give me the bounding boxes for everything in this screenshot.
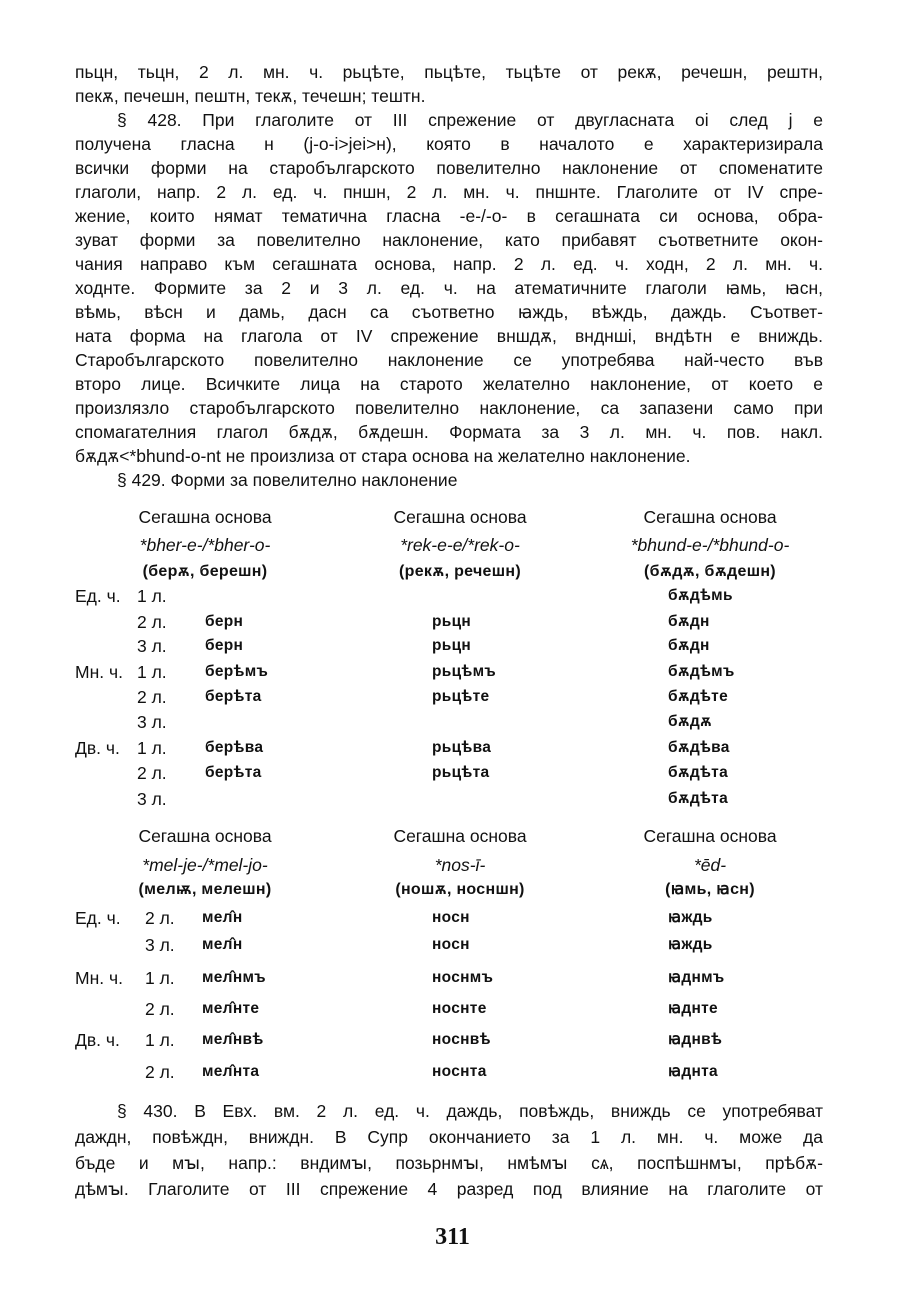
row-person-label: 3 л. — [137, 789, 167, 809]
column-header-forms: (ꙗмь, ꙗсн) — [665, 881, 755, 898]
form-col1: мел̂н — [202, 936, 243, 953]
form-col1: берѣва — [205, 739, 264, 756]
form-col1: берѣмъ — [205, 663, 269, 680]
form-col1: мел̂н — [202, 909, 243, 926]
form-col1: берѣта — [205, 688, 262, 705]
column-header-label: Сегашна основа — [138, 507, 272, 527]
form-col2: рьцѣва — [432, 739, 492, 756]
text-line: произлязло старобългарското повелително наклонение, са запазени само при — [75, 398, 823, 418]
form-col3: бѫдѣта — [668, 790, 728, 807]
text-line: бъде и мꙑ, напр.: вндимꙑ, позьрнмꙑ, нмѣмꙑ сѧ, поспѣшнмꙑ, прѣбѫ- — [75, 1153, 823, 1173]
table-row — [75, 1028, 835, 1052]
form-col1: мел̂нвѣ — [202, 1031, 264, 1048]
form-col3: бѫдѣмъ — [668, 663, 735, 680]
column-header-stem: *mel-je-/*mel-jo- — [142, 855, 268, 875]
form-col3: бѫдѣта — [668, 764, 728, 781]
column-header-forms: (берѫ, берешн) — [142, 563, 268, 580]
table-row — [75, 584, 835, 608]
text-line: зуват форми за повелително наклонение, като прибавят съответните окон- — [75, 230, 823, 250]
table-row — [75, 787, 835, 811]
form-col2: рьцн — [432, 637, 472, 654]
form-col2: рьцн — [432, 613, 472, 630]
form-col1: мел̂нта — [202, 1063, 260, 1080]
text-line: дѣмꙑ. Глаголите от III спрежение 4 разред под влияние на глаголите от — [75, 1179, 823, 1199]
text-line: пекѫ, печешн, пештн, текѫ, течешн; тештн. — [75, 86, 426, 106]
form-col3: бѫдѣмь — [668, 587, 733, 604]
text-line: даждн, повѣждн, вниждн. В Супр окончанието за 1 л. мн. ч. може да — [75, 1127, 823, 1147]
row-person-label: 1 л. — [137, 586, 167, 606]
column-header-label: Сегашна основа — [393, 507, 527, 527]
text-line: бѫдѫ<*bhund-o-nt не произлиза от стара основа на желателно наклонение. — [75, 446, 691, 466]
form-col2: рьцѣмъ — [432, 663, 496, 680]
form-col1: берѣта — [205, 764, 262, 781]
row-person-label: 2 л. — [137, 687, 167, 707]
text-line: спомагателния глагол бѫдѫ, бѫдешн. Формата за 3 л. мн. ч. пов. накл. — [75, 422, 823, 442]
form-col3: ꙗждь — [668, 909, 713, 926]
table-row — [75, 761, 835, 785]
column-header-label: Сегашна основа — [138, 826, 272, 846]
column-header-forms: (рекѫ, речешн) — [399, 563, 521, 580]
table-row — [75, 1060, 835, 1084]
row-person-label: 3 л. — [137, 712, 167, 732]
form-col3: бѫдѣва — [668, 739, 730, 756]
row-number-label: Дв. ч. — [75, 738, 120, 758]
text-line: чания направо към сегашната основа, напр. 2 л. ед. ч. ходн, 2 л. мн. ч. — [75, 254, 823, 274]
form-col1: берн — [205, 613, 244, 630]
text-line: всички форми на старобългарското повелително наклонение от споменатите — [75, 158, 823, 178]
section-heading: § 429. Форми за повелително наклонение — [117, 470, 458, 490]
row-person-label: 2 л. — [145, 1062, 175, 1082]
form-col2: носн — [432, 936, 470, 953]
row-number-label: Дв. ч. — [75, 1030, 120, 1050]
row-person-label: 3 л. — [145, 935, 175, 955]
row-number-label: Ед. ч. — [75, 586, 121, 606]
column-header-stem: *bhund-e-/*bhund-o- — [630, 535, 790, 555]
form-col3: ꙗднвѣ — [668, 1031, 723, 1048]
form-col3: бѫдн — [668, 613, 710, 630]
text-line: Старобългарското повелително наклонение се употребява най-често във — [75, 350, 823, 370]
column-header-stem: *bher-e-/*bher-o- — [139, 535, 271, 555]
text-line: § 430. В Евх. вм. 2 л. ед. ч. даждь, повѣждь, вниждь се употребяват — [117, 1101, 823, 1121]
text-line: ната форма на глагола от IV спрежение вншдѫ, внднші, вндѣтн е вниждь. — [75, 326, 823, 346]
table-row — [75, 736, 835, 760]
column-header-forms: (мелѭ, мелешн) — [138, 881, 272, 898]
row-person-label: 1 л. — [145, 968, 175, 988]
form-col1: мел̂нмъ — [202, 969, 266, 986]
text-line: жение, които нямат тематична гласна -e-/-o- в сегашната си основа, обра- — [75, 206, 823, 226]
table-row — [75, 610, 835, 634]
form-col3: бѫдѫ — [668, 713, 712, 730]
form-col2: носнвѣ — [432, 1031, 491, 1048]
form-col1: мел̂нте — [202, 1000, 260, 1017]
table-row — [75, 660, 835, 684]
form-col2: носн — [432, 909, 470, 926]
column-header-stem: *rek-e-e/*rek-o- — [400, 535, 520, 555]
form-col2: носнмъ — [432, 969, 494, 986]
row-person-label: 2 л. — [137, 612, 167, 632]
table-row — [75, 710, 835, 734]
table-row — [75, 906, 835, 930]
text-line: § 428. При глаголите от III спрежение от двугласната oi след j е — [117, 110, 823, 130]
table-row — [75, 933, 835, 957]
text-line: вѣмь, вѣсн и дамь, дасн са съответно ꙗждь, вѣждь, даждь. Съответ- — [75, 302, 823, 322]
column-header-stem: *ēd- — [693, 855, 727, 875]
row-person-label: 1 л. — [137, 662, 167, 682]
form-col3: бѫдѣте — [668, 688, 728, 705]
table-row — [75, 634, 835, 658]
row-person-label: 1 л. — [137, 738, 167, 758]
text-line: ходнте. Формите за 2 и 3 л. ед. ч. на атематичните глаголи ꙗмь, ꙗсн, — [75, 278, 823, 298]
row-person-label: 2 л. — [145, 999, 175, 1019]
row-number-label: Мн. ч. — [75, 968, 123, 988]
page-number: 311 — [435, 1224, 470, 1250]
column-header-label: Сегашна основа — [393, 826, 527, 846]
text-line: второ лице. Всичките лица на старото желателно наклонение, от което е — [75, 374, 823, 394]
column-header-label: Сегашна основа — [643, 507, 777, 527]
form-col3: бѫдн — [668, 637, 710, 654]
column-header-forms: (бѫдѫ, бѫдешн) — [644, 563, 776, 580]
row-person-label: 2 л. — [145, 908, 175, 928]
form-col2: рьцѣте — [432, 688, 490, 705]
column-header-forms: (ношѫ, носншн) — [395, 881, 525, 898]
column-header-label: Сегашна основа — [643, 826, 777, 846]
form-col3: ꙗднмъ — [668, 969, 725, 986]
table-row — [75, 966, 835, 990]
row-number-label: Мн. ч. — [75, 662, 123, 682]
text-line: глаголи, напр. 2 л. ед. ч. пншн, 2 л. мн. ч. пншнте. Глаголите от IV спре- — [75, 182, 823, 202]
table-row — [75, 685, 835, 709]
form-col3: ꙗждь — [668, 936, 713, 953]
form-col2: рьцѣта — [432, 764, 490, 781]
row-person-label: 3 л. — [137, 636, 167, 656]
table-row — [75, 997, 835, 1021]
form-col2: носнте — [432, 1000, 487, 1017]
text-line: пьцн, тьцн, 2 л. мн. ч. рьцѣте, пьцѣте, тьцѣте от рекѫ, речешн, рештн, — [75, 62, 823, 82]
form-col1: берн — [205, 637, 244, 654]
row-person-label: 2 л. — [137, 763, 167, 783]
form-col3: ꙗднта — [668, 1063, 718, 1080]
text-line: получена гласна н (j-o-i>jei>н), която в началото е характеризирала — [75, 134, 823, 154]
form-col3: ꙗднте — [668, 1000, 718, 1017]
form-col2: носнта — [432, 1063, 487, 1080]
column-header-stem: *nos-ī- — [434, 855, 486, 875]
row-number-label: Ед. ч. — [75, 908, 121, 928]
row-person-label: 1 л. — [145, 1030, 175, 1050]
